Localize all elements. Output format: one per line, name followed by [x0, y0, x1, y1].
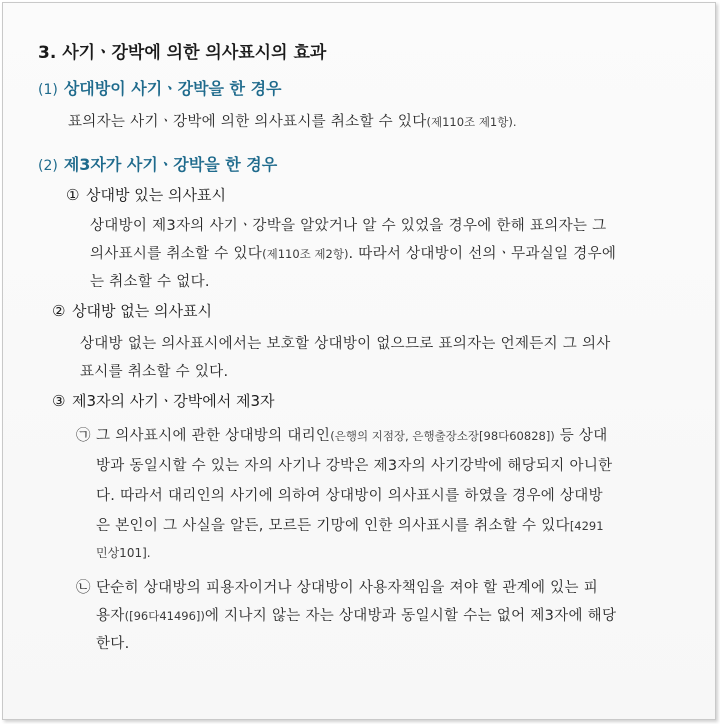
- sub-2-line-2-b: 에 지나지 않는 자는 상대방과 동일시할 수는 없어 제3자에 해당: [204, 608, 617, 624]
- item-3-title: [52, 390, 275, 411]
- subsection-1-ref: (제110조 제1항).: [426, 115, 517, 129]
- sub-1-ref: (은행의 지점장, 은행출장소장[98다60828]): [330, 429, 555, 443]
- item-2-line-2: 표시를 취소할 수 있다.: [80, 364, 229, 380]
- item-1-line-1: 상대방이 제3자의 사기ㆍ강박을 알았거나 알 수 있었을 경우에 한해 표의자는 그: [90, 218, 607, 234]
- sub-1-line-2: 방과 동일시할 수 있는 자의 사기나 강박은 제3자의 사기강박에 해당되지 아니한: [96, 458, 613, 474]
- subsection-1-sentence: 표의자는 사기ㆍ강박에 의한 의사표시를 취소할 수 있다: [68, 114, 427, 130]
- subsection-2-label: 제3자가 사기ㆍ강박을 한 경우: [63, 155, 278, 174]
- sub-2-line-2-a: 용자: [96, 608, 125, 624]
- subsection-1-label: 상대방이 사기ㆍ강박을 한 경우: [63, 79, 282, 98]
- item-1-line-2-a: 의사표시를 취소할 수 있다: [90, 246, 263, 262]
- section-heading: 3. 사기ㆍ강박에 의한 의사표시의 효과: [38, 43, 327, 63]
- sub-2-line-1-text: 단순히 상대방의 피용자이거나 상대방이 사용자책임을 져야 할 관계에 있는 피: [96, 580, 599, 596]
- subsection-1-title: [38, 76, 281, 99]
- item-3-label: 제3자의 사기ㆍ강박에서 제3자: [72, 392, 275, 410]
- item-2-label: 상대방 없는 의사표시: [72, 302, 212, 320]
- sub-1-line-4: [96, 514, 604, 535]
- sub-2-line-2: [96, 604, 616, 625]
- sub-1-line-1-a: 그 의사표시에 관한 상대방의 대리인: [96, 428, 331, 444]
- item-1-line-3: 는 취소할 수 없다.: [90, 274, 210, 290]
- sub-1-ref-2: [4291: [569, 519, 604, 533]
- sub-1-line-1-b: 등 상대: [554, 428, 608, 444]
- sub-1-line-1: [76, 424, 608, 445]
- sub-2-line-1: [76, 576, 598, 597]
- item-1-ref: (제110조 제2항): [262, 247, 349, 261]
- subsection-1-text: [68, 110, 517, 131]
- item-1-title: [66, 184, 226, 205]
- sub-2-marker: ㉡: [76, 580, 91, 596]
- sub-1-line-4-a: 은 본인이 그 사실을 알든, 모르든 기망에 인한 의사표시를 취소할 수 있다: [96, 518, 570, 534]
- item-2-line-1: 상대방 없는 의사표시에서는 보호할 상대방이 없으므로 표의자는 언제든지 그 의사: [80, 336, 611, 352]
- item-1-marker: ①: [66, 186, 80, 204]
- sub-2-ref: ([96다41496]): [124, 609, 205, 623]
- item-1-line-2: [90, 242, 616, 263]
- item-1-label: 상대방 있는 의사표시: [86, 186, 226, 204]
- sub-2-line-3: 한다.: [96, 636, 130, 652]
- sub-1-marker: ㉠: [76, 428, 91, 444]
- sub-1-line-3: 다. 따라서 대리인의 사기에 의하여 상대방이 의사표시를 하였을 경우에 상대방: [96, 488, 603, 504]
- subsection-1-number: (1): [38, 82, 58, 98]
- item-2-title: [52, 300, 212, 321]
- subsection-2-number: (2): [38, 158, 58, 174]
- item-1-line-2-b: . 따라서 상대방이 선의ㆍ무과실일 경우에: [348, 246, 617, 262]
- item-3-marker: ③: [52, 392, 66, 410]
- sub-1-line-5: 민상101].: [96, 546, 151, 560]
- item-2-marker: ②: [52, 302, 66, 320]
- subsection-2-title: [38, 152, 277, 175]
